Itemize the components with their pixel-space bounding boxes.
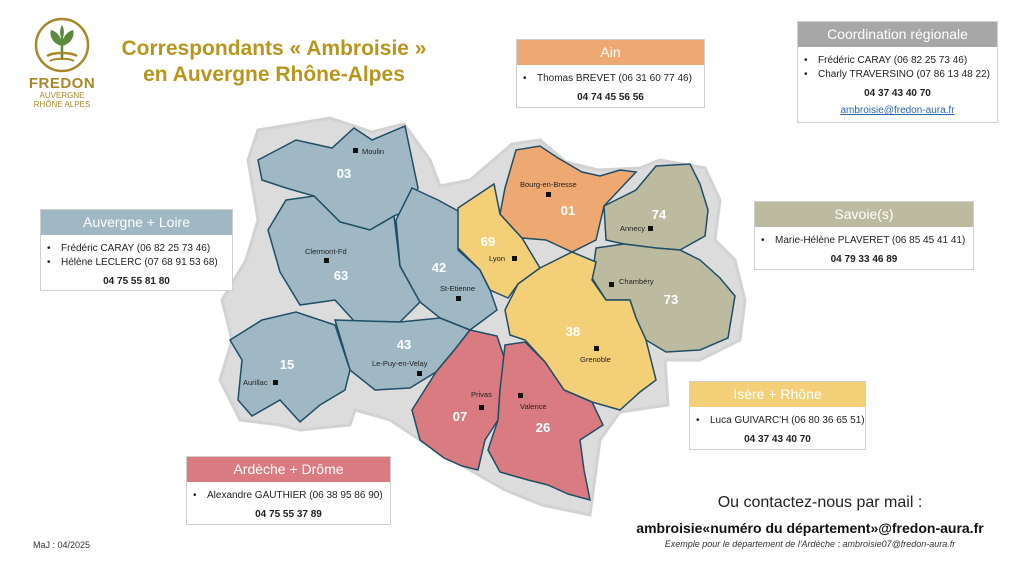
logo-line-2: RHÔNE ALPES xyxy=(33,100,91,109)
contact-list xyxy=(41,242,232,270)
city-label: Bourg-en-Bresse xyxy=(520,180,577,189)
department-number: 69 xyxy=(480,234,496,249)
card-savoie xyxy=(754,201,974,270)
contact-example: Exemple pour le département de l'Ardèche : ambroisie07@fredon-aura.fr xyxy=(664,539,956,549)
department-number: 15 xyxy=(279,357,295,372)
logo-line-1: AUVERGNE xyxy=(39,91,85,100)
city-label: Lyon xyxy=(489,254,505,263)
city-marker xyxy=(594,346,599,351)
card-ardeche-drome xyxy=(186,456,391,525)
email-link[interactable]: ambroisie@fredon-aura.fr xyxy=(840,105,955,116)
contact-item: • Luca GUIVARC'H (06 80 36 65 51) xyxy=(710,414,865,428)
contact-email-pattern: ambroisie«numéro du département»@fredon-aura.fr xyxy=(636,520,984,536)
update-date: MaJ : 04/2025 xyxy=(33,540,91,550)
department-number: 63 xyxy=(333,268,349,283)
city-marker xyxy=(324,258,329,263)
title-line-1: Correspondants « Ambroisie » xyxy=(121,37,427,60)
phone-number[interactable]: 04 75 55 37 89 xyxy=(255,509,322,520)
city-label: Grenoble xyxy=(580,355,611,364)
city-marker xyxy=(518,393,523,398)
title-line-2: en Auvergne Rhône-Alpes xyxy=(143,63,405,86)
contact-item: • Frédéric CARAY (06 82 25 73 46) xyxy=(61,242,232,256)
card-isere-rhone xyxy=(689,381,866,450)
city-label: Privas xyxy=(471,390,492,399)
city-marker xyxy=(479,405,484,410)
department-number: 73 xyxy=(663,292,679,307)
card-header: Isère + Rhône xyxy=(690,382,865,407)
city-label: Clermont-Fd xyxy=(305,247,347,256)
city-label: Chambéry xyxy=(619,277,654,286)
phone-number[interactable]: 04 75 55 81 80 xyxy=(103,276,170,287)
card-header: Ain xyxy=(517,40,704,65)
department-number: 38 xyxy=(565,324,581,339)
city-marker xyxy=(546,192,551,197)
department-number: 74 xyxy=(651,207,667,222)
contact-list xyxy=(187,489,390,503)
contact-item: • Frédéric CARAY (06 82 25 73 46) xyxy=(818,54,997,68)
contact-item: • Charly TRAVERSINO (07 86 13 48 22) xyxy=(818,68,997,82)
contact-item: • Marie-Hélène PLAVERET (06 85 45 41 41) xyxy=(775,234,973,248)
contact-list xyxy=(517,72,704,86)
card-header: Ardèche + Drôme xyxy=(187,457,390,482)
city-marker xyxy=(353,148,358,153)
contact-list xyxy=(798,54,997,82)
card-header: Auvergne + Loire xyxy=(41,210,232,235)
phone-number[interactable]: 04 79 33 46 89 xyxy=(830,254,898,265)
phone-number[interactable]: 04 37 43 40 70 xyxy=(864,88,931,99)
city-marker xyxy=(512,256,517,261)
card-coordination xyxy=(797,21,998,123)
department-number: 07 xyxy=(452,409,468,424)
department-number: 42 xyxy=(431,260,447,275)
logo-brand: FREDON xyxy=(28,75,96,92)
contact-item: • Hélène LECLERC (07 68 91 53 68) xyxy=(61,256,232,270)
contact-list xyxy=(690,414,865,428)
contact-list xyxy=(755,234,973,248)
city-marker xyxy=(456,296,461,301)
card-header: Savoie(s) xyxy=(755,202,973,227)
department-number: 26 xyxy=(535,420,551,435)
city-marker xyxy=(273,380,278,385)
city-label: Aurillac xyxy=(243,378,268,387)
city-label: St-Etienne xyxy=(440,284,476,293)
department-number: 03 xyxy=(336,166,352,181)
city-label: Valence xyxy=(520,402,547,411)
card-auvergne-loire xyxy=(40,209,233,291)
card-header: Coordination régionale xyxy=(798,22,997,47)
city-label: Annecy xyxy=(620,224,646,233)
city-marker xyxy=(609,282,614,287)
department-number: 01 xyxy=(560,203,576,218)
contact-item: • Alexandre GAUTHIER (06 38 95 86 90) xyxy=(207,489,390,503)
city-label: Moulin xyxy=(362,147,385,156)
phone-number[interactable]: 04 74 45 56 56 xyxy=(577,92,644,103)
department-number: 43 xyxy=(396,337,412,352)
contact-title: Ou contactez-nous par mail : xyxy=(717,494,923,511)
city-marker xyxy=(417,371,422,376)
phone-number[interactable]: 04 37 43 40 70 xyxy=(744,434,811,445)
contact-item: • Thomas BREVET (06 31 60 77 46) xyxy=(537,72,704,86)
city-marker xyxy=(648,226,653,231)
card-ain xyxy=(516,39,705,108)
city-label: Le-Puy-en-Velay xyxy=(372,359,428,368)
